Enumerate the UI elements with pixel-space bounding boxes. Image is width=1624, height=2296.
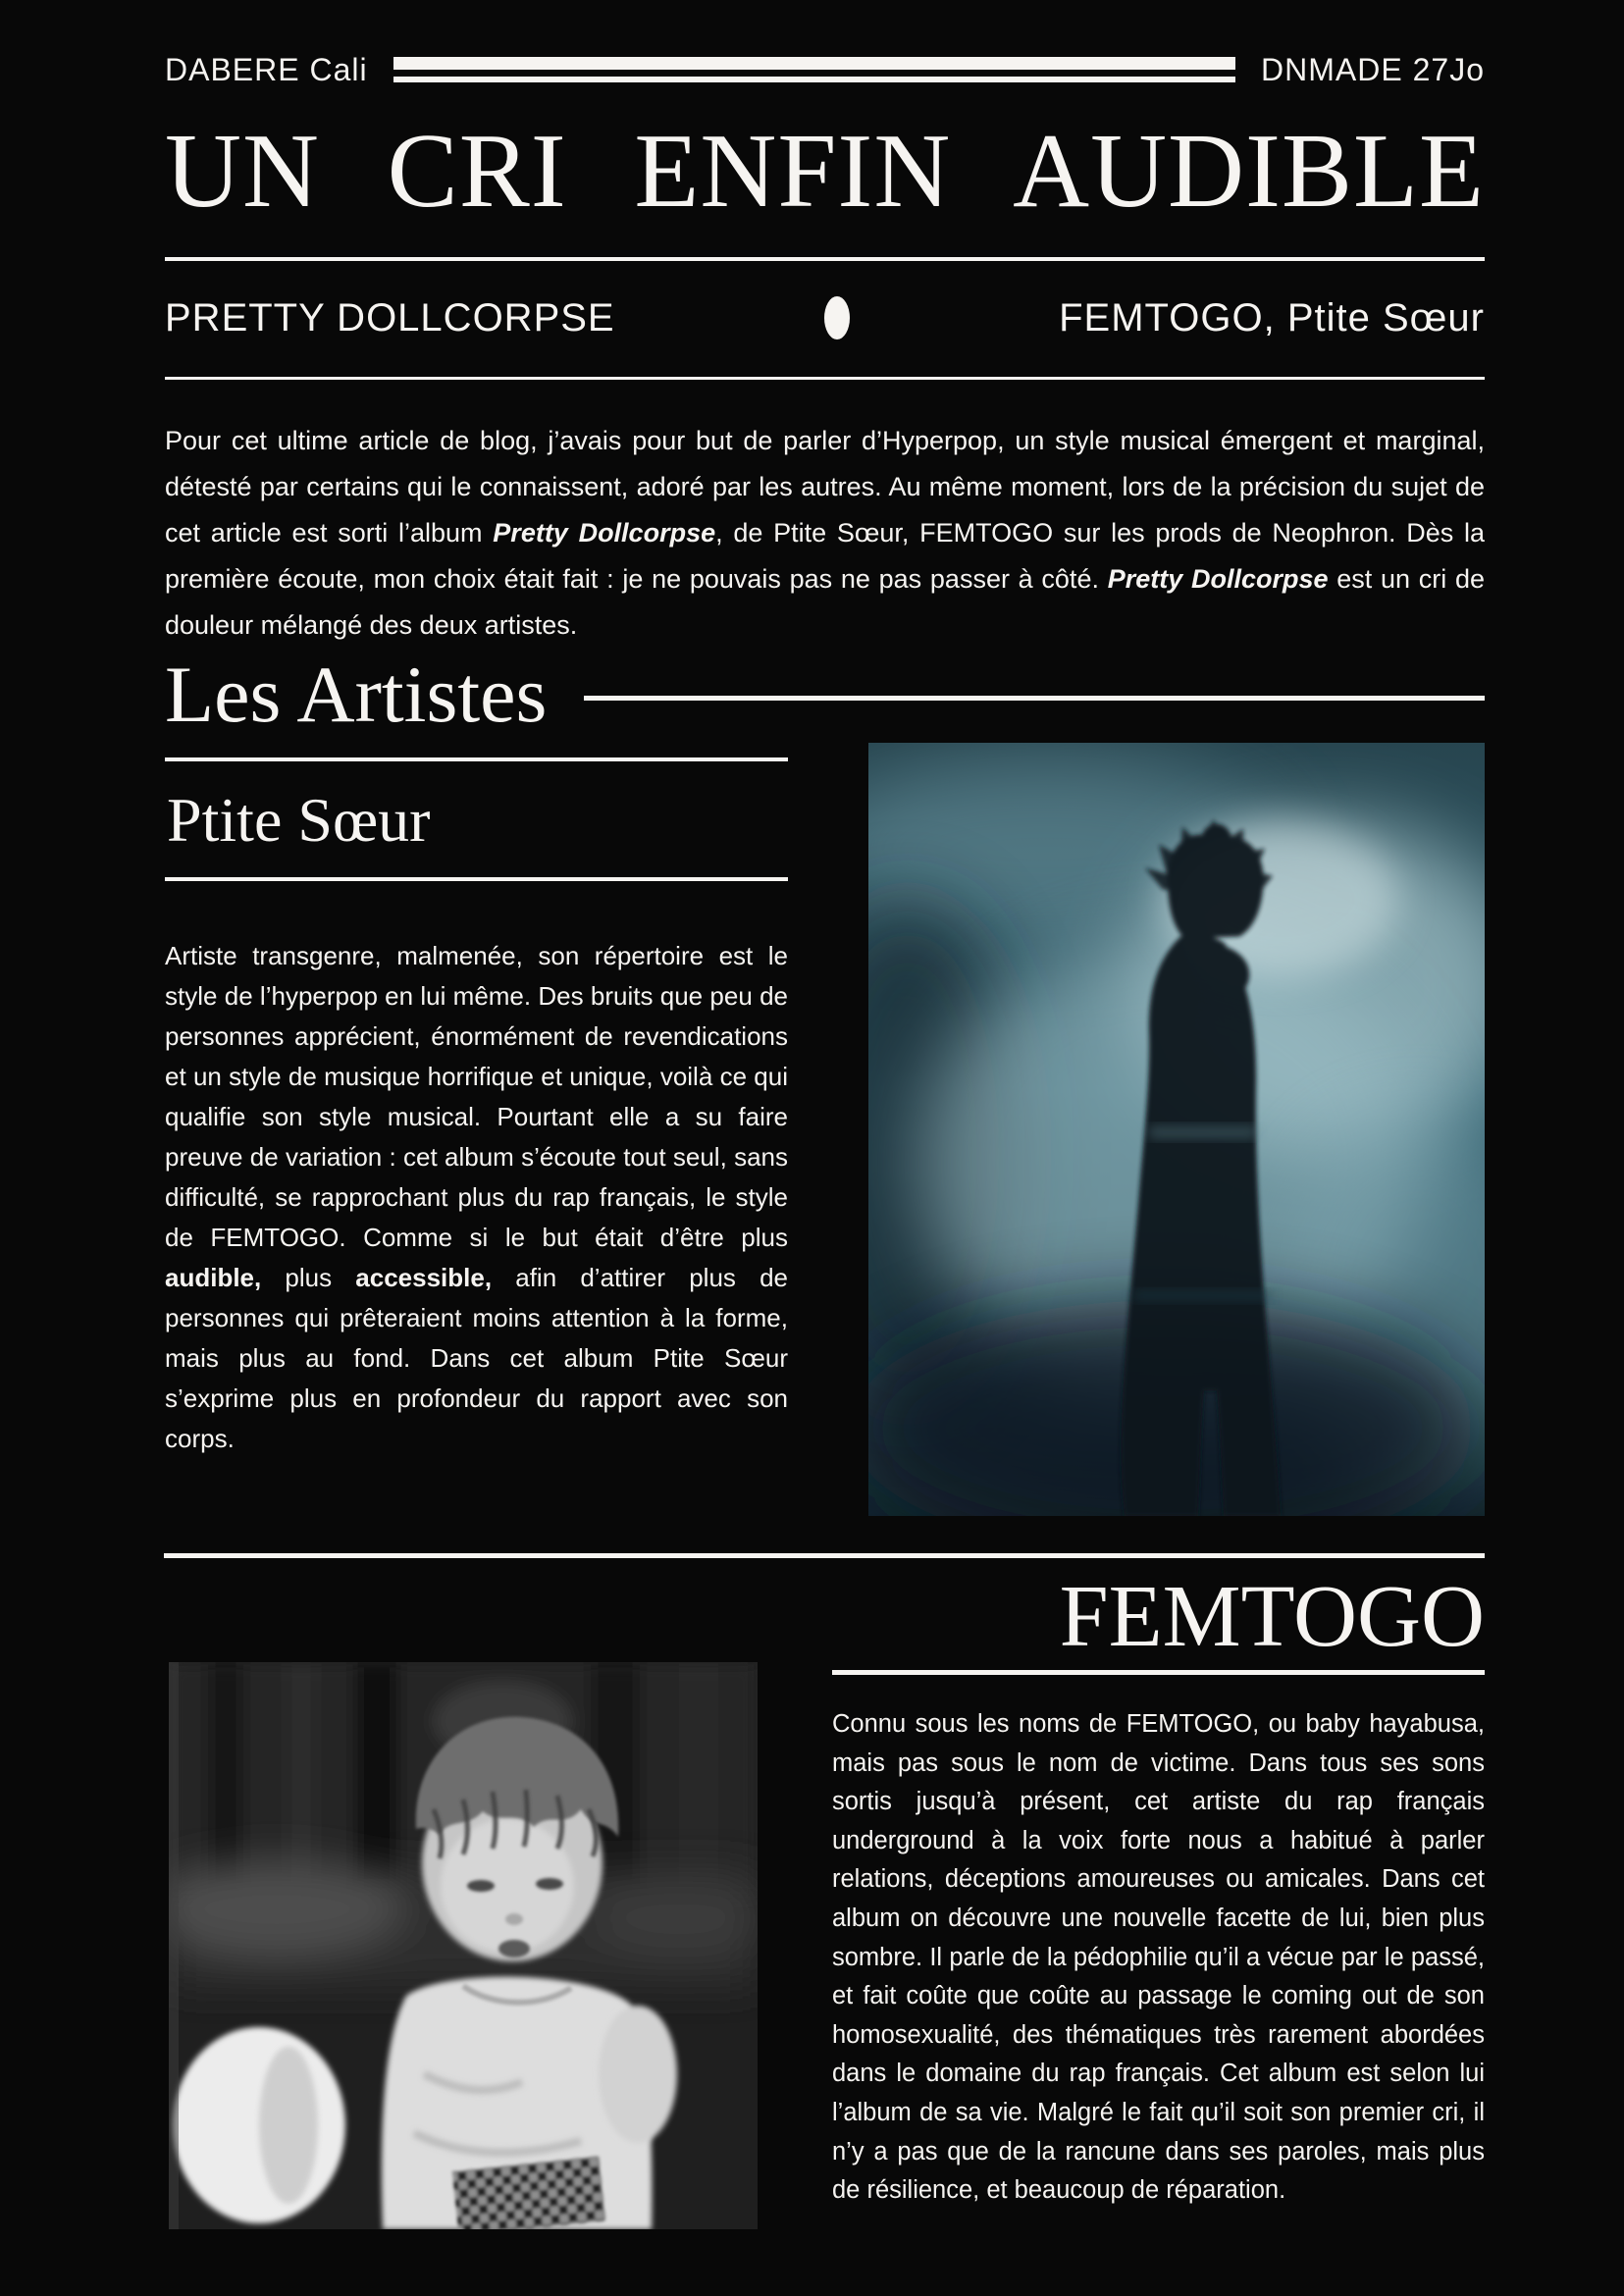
concert-photo-art	[868, 743, 1485, 1516]
intro-text-1: Pour cet ultime article de blog, j’avais pour but de parler d’Hyperpop, un style musical émergent et marginal, détesté par certains qui le connaissent, adoré par les autres. Au même moment, lors de la précision du sujet de cet article est sorti l’album	[165, 426, 1485, 548]
header-line-thick	[393, 57, 1235, 70]
femtogo-child-photo	[169, 1662, 758, 2229]
album-name-tag: PRETTY DOLLCORPSE	[165, 295, 615, 339]
header-line-thin	[393, 77, 1235, 82]
child-photo-art	[169, 1662, 758, 2229]
intro-paragraph	[165, 418, 1485, 649]
ps-text-2: plus	[261, 1263, 356, 1292]
ps-text-1: Artiste transgenre, malmenée, son répertoire est le style de l’hyperpop en lui même. Des bruits que peu de personnes apprécient, énormément de revendications et un style de musique horrifique et unique, voilà ce qui qualifie son style musical. Pourtant elle a su faire preuve de variation : cet album s’écoute tout seul, sans difficulté, se rapprochant plus du rap français, le style de FEMTOGO. Comme si le but était d’être plus	[165, 941, 788, 1252]
ptite-soeur-bottom-rule	[165, 877, 788, 881]
page-title: UN CRI ENFIN AUDIBLE	[165, 113, 1485, 230]
femtogo-top-rule	[164, 1553, 1485, 1558]
ps-bold-accessible: accessible,	[355, 1263, 493, 1292]
title-rule	[165, 257, 1485, 261]
ptite-soeur-paragraph	[165, 936, 788, 1459]
top-bar	[165, 47, 1485, 92]
intro-text-3: est un cri de douleur mélangé des deux artistes.	[165, 564, 1485, 640]
ptite-soeur-title: Ptite Sœur	[167, 785, 431, 855]
ps-bold-audible: audible,	[165, 1263, 262, 1292]
intro-text-2: , de Ptite Sœur, FEMTOGO sur les prods de Neophron. Dès la première écoute, mon choix était fait : je ne pouvais pas ne pas passer à côté.	[165, 518, 1485, 594]
artists-heading-rule	[584, 696, 1485, 701]
femtogo-paragraph: Connu sous les noms de FEMTOGO, ou baby hayabusa, mais pas sous le nom de victime. Dans tous ses sons sortis jusqu’à présent, cet artiste du rap français underground à la voix forte nous a habitué à parler relations, déceptions amoureuses ou amicales. Dans cet album on découvre une nouvelle facette de lui, bien plus sombre. Il parle de la pédophilie qu’il a vécue par le passé, et fait coûte que coûte au passage le coming out de son homosexualité, des thématiques très rarement abordées dans le domaine du rap français. Cet album est selon lui l’album de sa vie. Malgré le fait qu’il soit son premier cri, il n’y a pas que de la rancune dans ses paroles, mais plus de résilience, et beaucoup de réparation.	[832, 1710, 1485, 2205]
femtogo-title: FEMTOGO	[1059, 1568, 1485, 1665]
album-title-mention-2: Pretty Dollcorpse	[1107, 564, 1329, 594]
subtitle-row	[165, 288, 1485, 347]
album-title-mention-1: Pretty Dollcorpse	[493, 518, 716, 548]
subtitle-rule	[165, 377, 1485, 380]
ptite-soeur-concert-photo	[868, 743, 1485, 1516]
ptite-soeur-top-rule	[165, 757, 788, 761]
artists-section-heading-row	[165, 644, 1485, 746]
artists-section-title: Les Artistes	[165, 650, 548, 739]
separator-dot-icon	[824, 296, 850, 339]
author-name: DABERE Cali	[165, 51, 368, 87]
header-double-line	[393, 57, 1235, 82]
course-name: DNMADE 27Jo	[1261, 51, 1485, 87]
ptite-soeur-section	[165, 757, 788, 1459]
artists-name-tag: FEMTOGO, Ptite Sœur	[1059, 295, 1485, 339]
ps-text-3: afin d’attirer plus de personnes qui prêteraient moins attention à la forme, mais plus au fond. Dans cet album Ptite Sœur s’exprime plus en profondeur du rapport avec son corps.	[165, 1263, 788, 1453]
femtogo-underline	[832, 1670, 1485, 1675]
